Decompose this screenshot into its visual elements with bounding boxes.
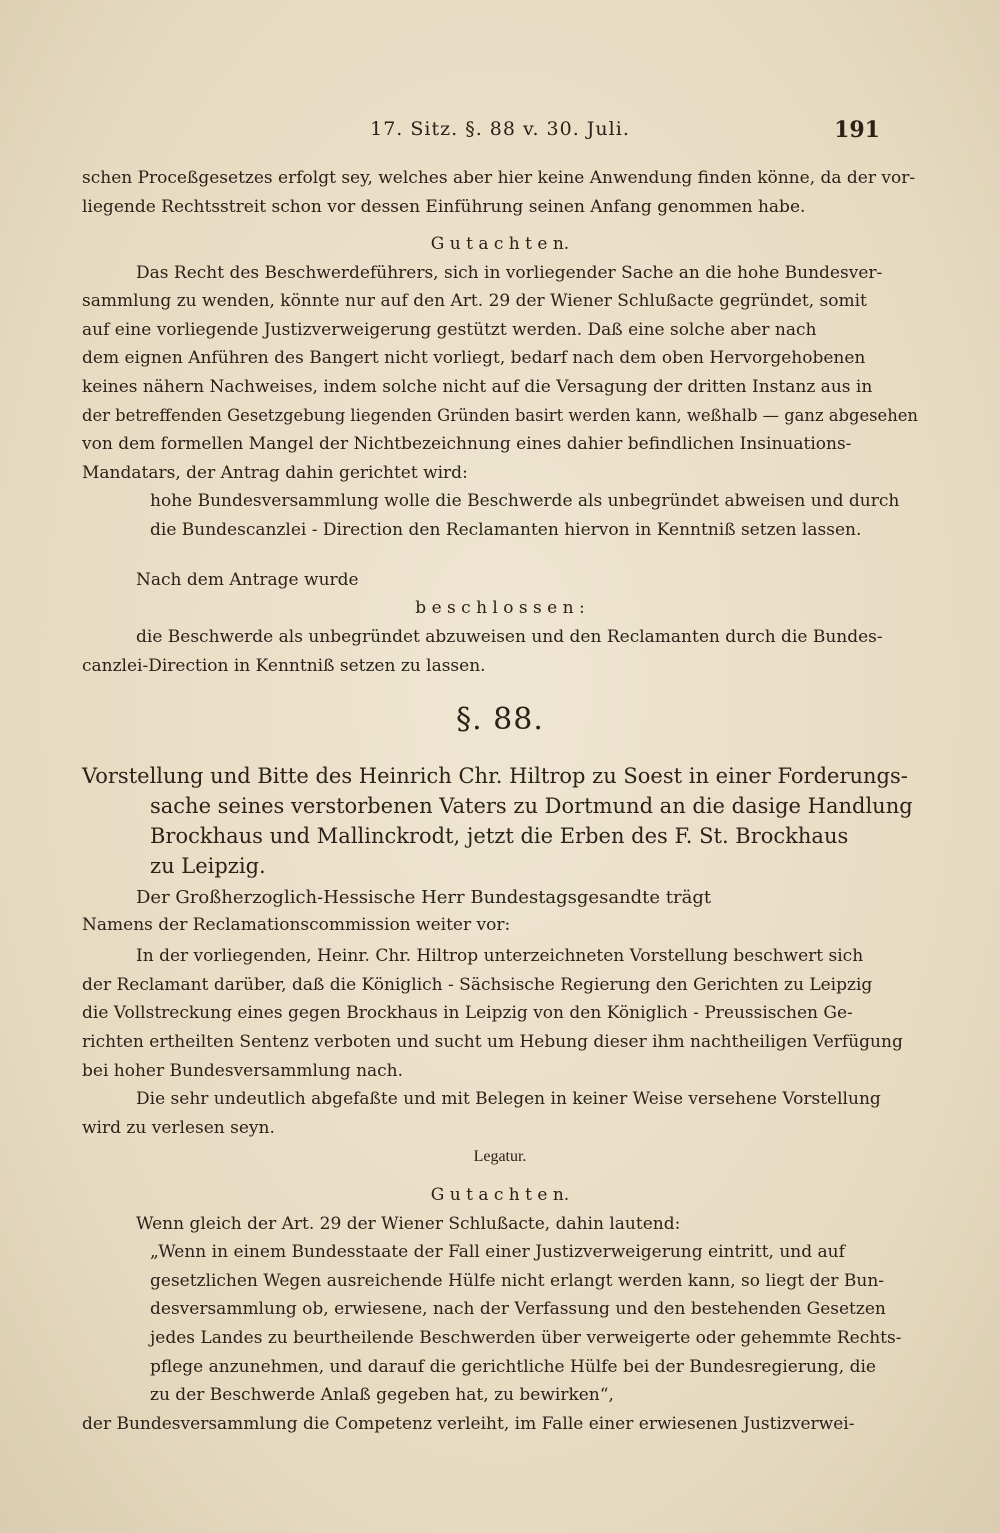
text-line: Namens der Reclamationscommission weiter vor: <box>82 915 511 935</box>
text-line: canzlei-Direction in Kenntniß setzen zu lassen. <box>82 656 486 676</box>
text-line: wird zu verlesen seyn. <box>82 1118 275 1138</box>
text-line: hohe Bundesversammlung wolle die Beschwerde als unbegründet abweisen und durch <box>150 491 900 511</box>
page-number: 191 <box>834 117 880 143</box>
text-line: Mandatars, der Antrag dahin gerichtet wird: <box>82 463 468 483</box>
section-title-line: zu Leipzig. <box>150 854 266 878</box>
text-line: der Reclamant darüber, daß die Königlich - Sächsische Regierung den Gerichten zu Leipzig <box>82 975 873 995</box>
section-title-line: Brockhaus und Mallinckrodt, jetzt die Erben des F. St. Brockhaus <box>150 824 849 848</box>
text-line: die Vollstreckung eines gegen Brockhaus in Leipzig von den Königlich - Preussischen Ge- <box>82 1003 853 1023</box>
text-line: die Bundescanzlei - Direction den Reclamanten hiervon in Kenntniß setzen lassen. <box>150 520 862 540</box>
subheading-beschlossen: b e s c h l o s s e n : <box>415 598 585 618</box>
legatur-note: Legatur. <box>473 1148 527 1165</box>
quote-line: „Wenn in einem Bundesstaate der Fall einer Justizverweigerung eintritt, und auf <box>150 1242 845 1262</box>
text-line: In der vorliegenden, Heinr. Chr. Hiltrop unterzeichneten Vorstellung beschwert sich <box>136 946 864 966</box>
quote-line: jedes Landes zu beurtheilende Beschwerden über verweigerte oder gehemmte Rechts- <box>150 1328 902 1348</box>
section-title-line: sache seines verstorbenen Vaters zu Dortmund an die dasige Handlung <box>150 794 913 818</box>
text-line: der betreffenden Gesetzgebung liegenden Gründen basirt werden kann, weßhalb — ganz abgesehen <box>82 406 918 426</box>
text-line: liegende Rechtsstreit schon vor dessen Einführung seinen Anfang genommen habe. <box>82 197 806 217</box>
quote-line: gesetzlichen Wegen ausreichende Hülfe nicht erlangt werden kann, so liegt der Bun- <box>150 1271 885 1291</box>
running-header: 17. Sitz. §. 88 v. 30. Juli. <box>370 118 630 140</box>
text-line: der Bundesversammlung die Competenz verleiht, im Falle einer erwiesenen Justizverwei- <box>82 1414 855 1434</box>
text-line: dem eignen Anführen des Bangert nicht vorliegt, bedarf nach dem oben Hervorgehobenen <box>82 348 866 368</box>
text-line: auf eine vorliegende Justizverweigerung gestützt werden. Daß eine solche aber nach <box>82 320 817 340</box>
text-line: die Beschwerde als unbegründet abzuweisen und den Reclamanten durch die Bundes- <box>136 627 883 647</box>
subheading-gutachten-2: G u t a c h t e n. <box>430 1185 570 1205</box>
text-line: Nach dem Antrage wurde <box>136 570 359 590</box>
text-line: Wenn gleich der Art. 29 der Wiener Schlußacte, dahin lautend: <box>136 1214 681 1234</box>
quote-line: pflege anzunehmen, und darauf die gerichtliche Hülfe bei der Bundesregierung, die <box>150 1357 876 1377</box>
section-number: §. 88. <box>456 702 544 737</box>
text-line: richten ertheilten Sentenz verboten und sucht um Hebung dieser ihm nachtheiligen Verfügung <box>82 1032 903 1052</box>
text-line: schen Proceßgesetzes erfolgt sey, welches aber hier keine Anwendung finden könne, da der vor- <box>82 168 916 188</box>
text-line: Die sehr undeutlich abgefaßte und mit Belegen in keiner Weise versehene Vorstellung <box>136 1089 881 1109</box>
text-line: Das Recht des Beschwerdeführers, sich in vorliegender Sache an die hohe Bundesver- <box>136 263 883 283</box>
section-title-line: Vorstellung und Bitte des Heinrich Chr. Hiltrop zu Soest in einer Forderungs- <box>82 764 908 788</box>
text-line: von dem formellen Mangel der Nichtbezeichnung eines dahier befindlichen Insinuations- <box>82 434 852 454</box>
quote-line: desversammlung ob, erwiesene, nach der Verfassung und den bestehenden Gesetzen <box>150 1299 886 1319</box>
text-line: Der Großherzoglich-Hessische Herr Bundestagsgesandte trägt <box>136 887 712 908</box>
text-line: bei hoher Bundesversammlung nach. <box>82 1061 404 1081</box>
text-line: sammlung zu wenden, könnte nur auf den Art. 29 der Wiener Schlußacte gegründet, somit <box>82 291 867 311</box>
text-line: keines nähern Nachweises, indem solche nicht auf die Versagung der dritten Instanz aus in <box>82 377 873 397</box>
subheading-gutachten: G u t a c h t e n. <box>430 234 570 254</box>
quote-line: zu der Beschwerde Anlaß gegeben hat, zu bewirken“, <box>150 1385 614 1405</box>
